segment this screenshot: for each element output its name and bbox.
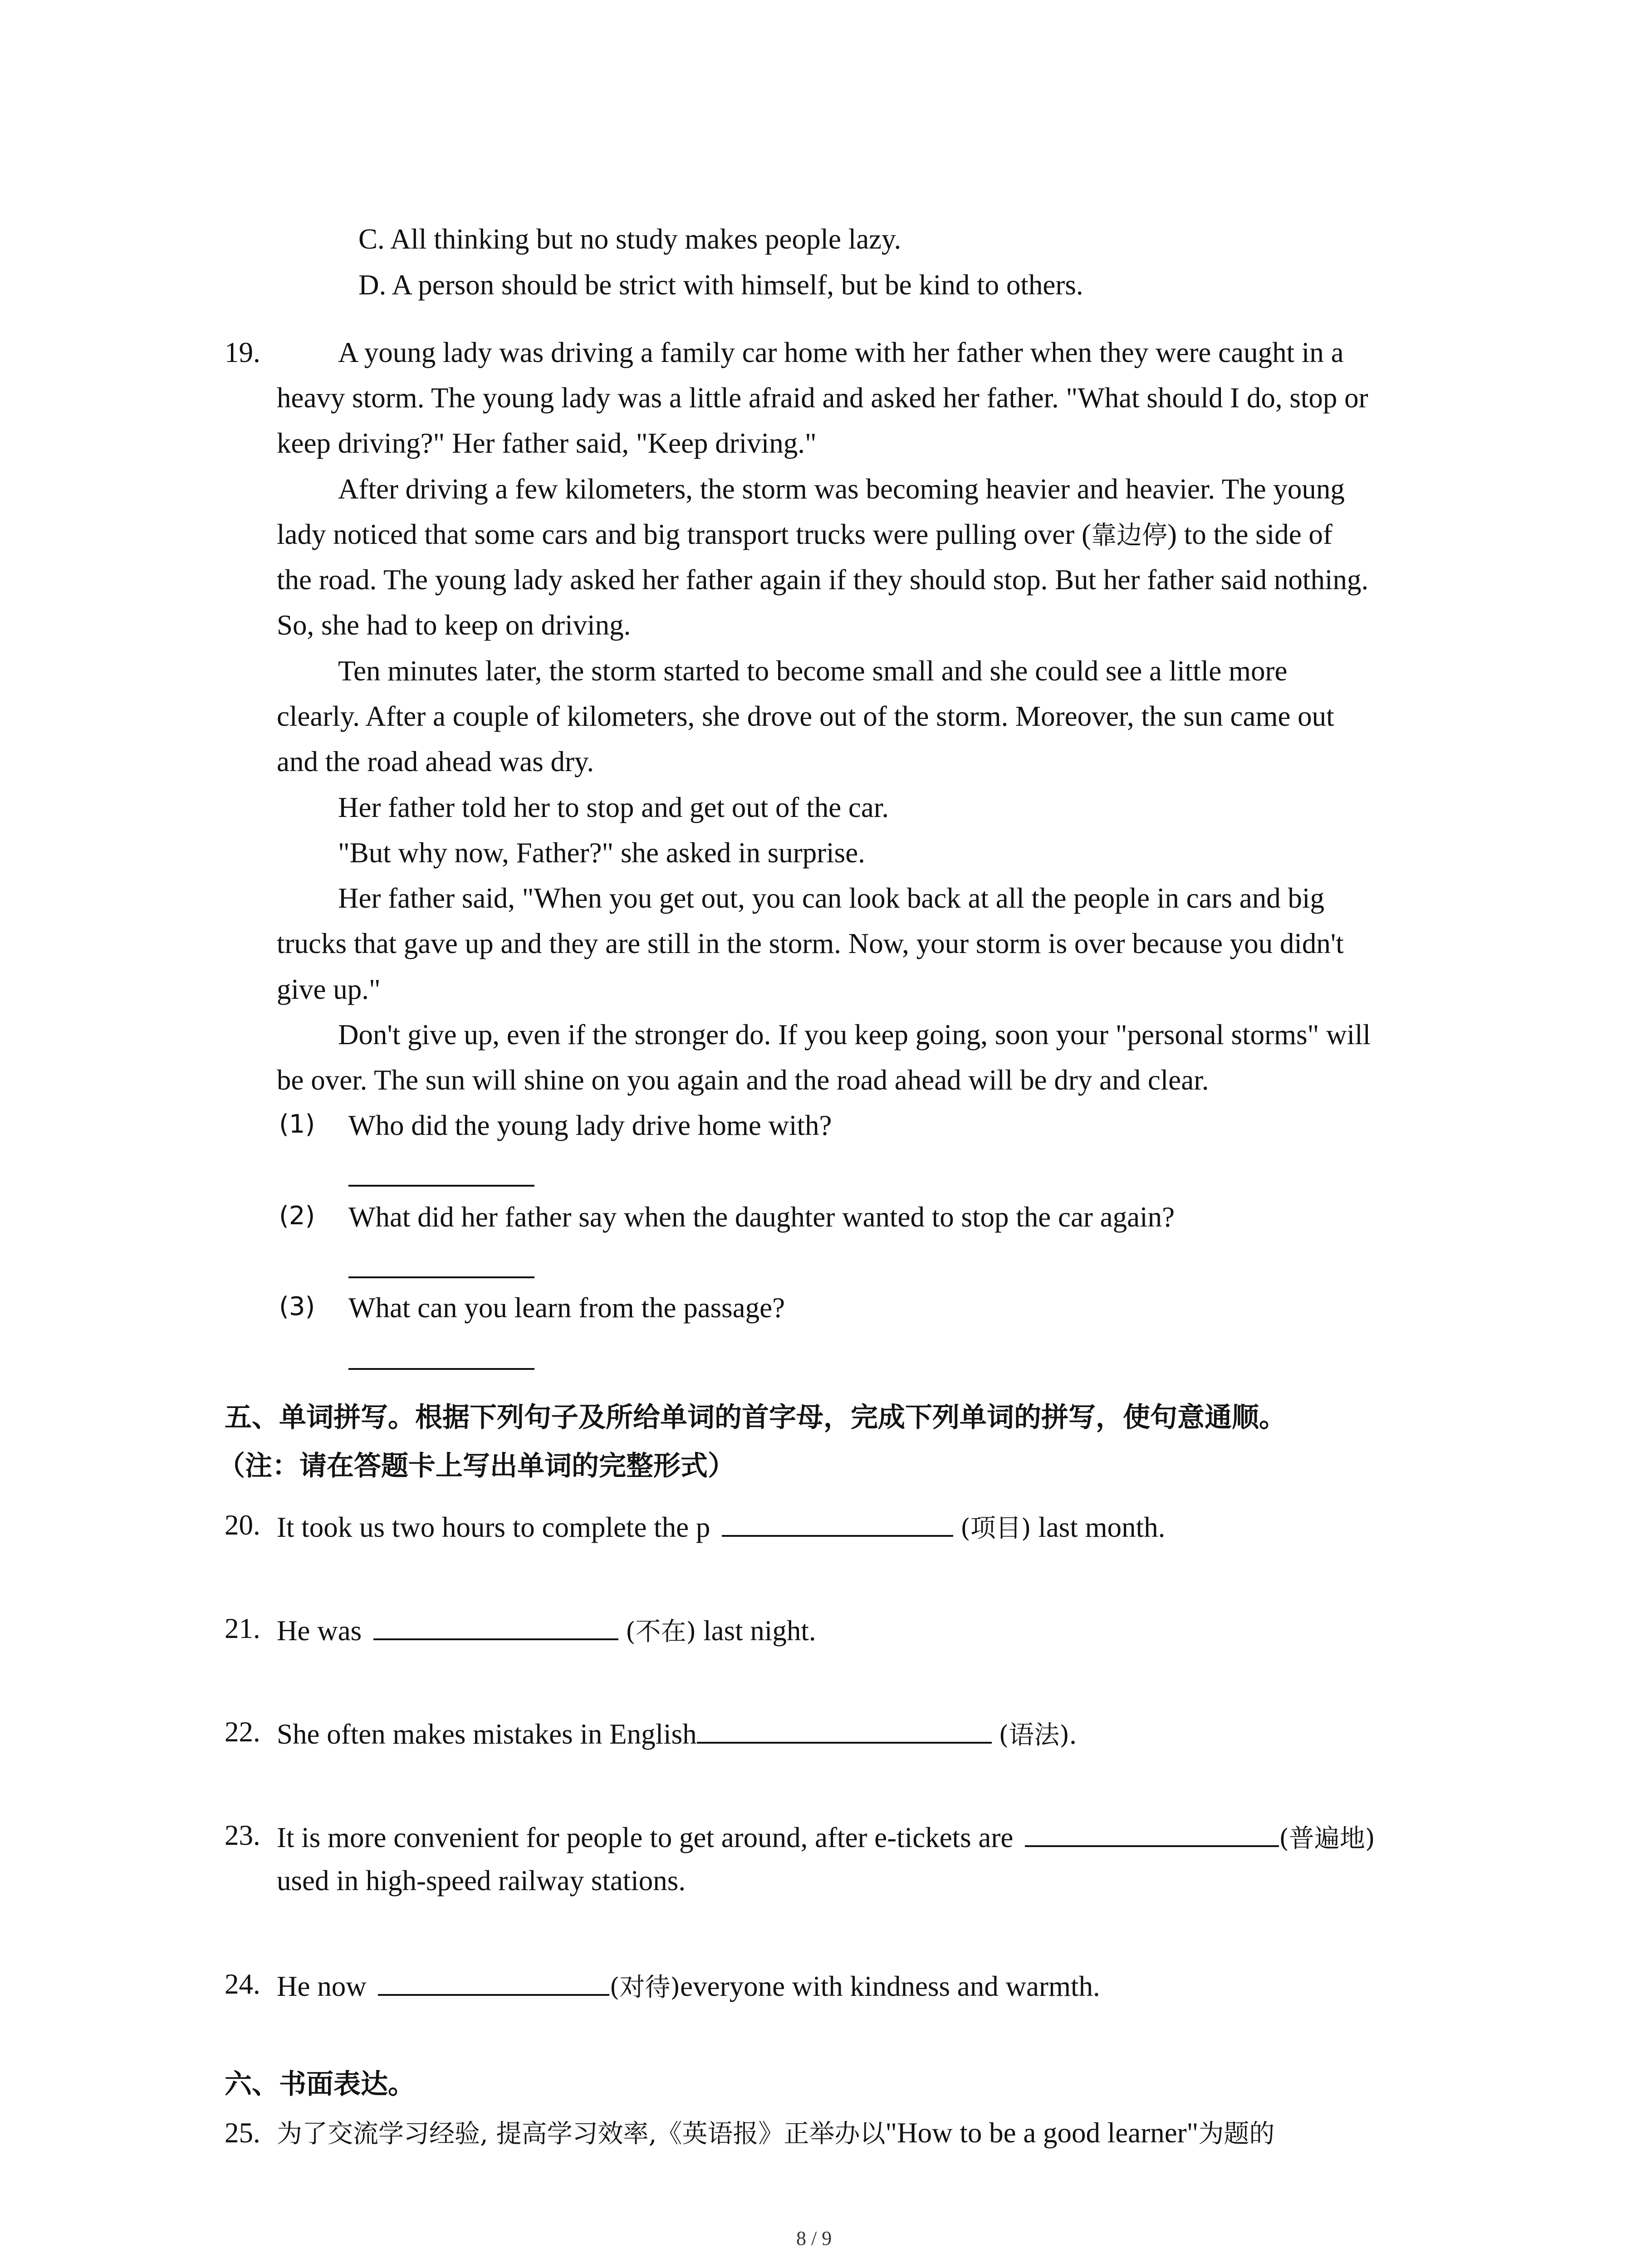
page-number: 8 / 9 — [796, 2227, 832, 2249]
passage-line: Ten minutes later, the storm started to become small and she could see a little more — [338, 655, 1288, 687]
item-number: 21. — [225, 1613, 260, 1644]
passage-line: A young lady was driving a family car home with her father when they were caught in a — [338, 337, 1344, 368]
fill-blank[interactable] — [378, 1966, 609, 1996]
passage-line: After driving a few kilometers, the storm was becoming heavier and heavier. The young — [338, 473, 1345, 505]
passage-line: be over. The sun will shine on you again and the road ahead will be dry and clear. — [277, 1064, 1209, 1096]
fill-blank[interactable] — [1025, 1817, 1279, 1847]
sub-question-number: (3) — [279, 1292, 315, 1321]
passage-line: clearly. After a couple of kilometers, she drove out of the storm. Moreover, the sun came out — [277, 700, 1334, 732]
option-c: C. All thinking but no study makes people lazy. — [358, 223, 901, 255]
sub-question-text: Who did the young lady drive home with? — [348, 1110, 832, 1141]
passage-line: and the road ahead was dry. — [277, 746, 594, 777]
passage-line: Don't give up, even if the stronger do. If you keep going, soon your "personal storms" will — [338, 1019, 1371, 1051]
item-number: 23. — [225, 1819, 260, 1851]
fill-blank[interactable] — [722, 1507, 953, 1537]
fill-item: It took us two hours to complete the p (项目) last month. — [277, 1507, 1165, 1547]
fill-item: It is more convenient for people to get around, after e-tickets are (普遍地) — [277, 1817, 1375, 1857]
fill-blank[interactable] — [697, 1714, 992, 1744]
option-d: D. A person should be strict with himself, but be kind to others. — [358, 269, 1083, 301]
fill-item: He now (对待)everyone with kindness and warmth. — [277, 1966, 1100, 2006]
passage-line: trucks that gave up and they are still in the storm. Now, your storm is over because you didn't — [277, 928, 1344, 959]
sub-question-number: (2) — [279, 1201, 315, 1231]
fill-item-continuation: used in high-speed railway stations. — [277, 1865, 686, 1897]
question-number: 19. — [225, 337, 260, 368]
fill-item: He was (不在) last night. — [277, 1610, 816, 1650]
item-number: 22. — [225, 1716, 260, 1748]
answer-blank[interactable] — [348, 1276, 534, 1278]
passage-line: give up." — [277, 973, 381, 1005]
item-number: 24. — [225, 1968, 260, 2000]
passage-line: "But why now, Father?" she asked in surprise. — [338, 837, 865, 869]
writing-prompt: 为了交流学习经验, 提高学习效率,《英语报》正举办以"How to be a good learner"为题的 — [277, 2117, 1275, 2149]
section-note: （注：请在答题卡上写出单词的完整形式） — [218, 1450, 735, 1482]
passage-line: Her father told her to stop and get out of the car. — [338, 792, 889, 823]
passage-line: heavy storm. The young lady was a little afraid and asked her father. "What should I do, stop or — [277, 382, 1368, 414]
item-number: 25. — [225, 2117, 260, 2149]
section-title: 五、单词拼写。根据下列句子及所给单词的首字母，完成下列单词的拼写，使句意通顺。 — [225, 1402, 1286, 1433]
passage-line: lady noticed that some cars and big transport trucks were pulling over (靠边停) to the side of — [277, 518, 1332, 550]
passage-line: So, she had to keep on driving. — [277, 609, 631, 641]
item-number: 20. — [225, 1509, 260, 1541]
passage-line: Her father said, "When you get out, you can look back at all the people in cars and big — [338, 882, 1324, 914]
sub-question-text: What can you learn from the passage? — [348, 1292, 785, 1324]
passage-line: the road. The young lady asked her father again if they should stop. But her father said nothing. — [277, 564, 1369, 596]
section-title: 六、书面表达。 — [225, 2068, 415, 2100]
answer-blank[interactable] — [348, 1368, 534, 1370]
sub-question-text: What did her father say when the daughter wanted to stop the car again? — [348, 1201, 1175, 1233]
sub-question-number: (1) — [279, 1110, 315, 1139]
passage-line: keep driving?" Her father said, "Keep driving." — [277, 427, 817, 459]
fill-blank[interactable] — [373, 1610, 618, 1640]
answer-blank[interactable] — [348, 1185, 534, 1187]
fill-item: She often makes mistakes in English (语法). — [277, 1714, 1077, 1754]
